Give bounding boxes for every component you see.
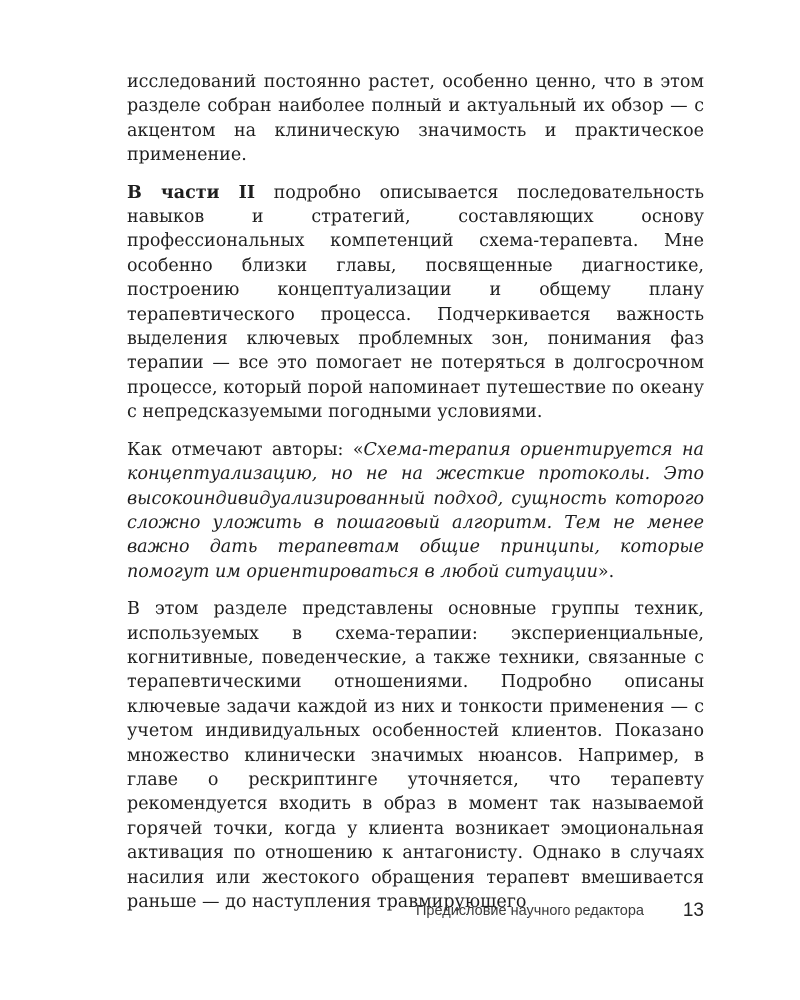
page-number: 13 <box>682 900 704 921</box>
paragraph-1-text: исследований постоянно растет, особенно ценно, что в этом разделе собран наиболее полный и актуальный их обзор — с акцентом на клиническую значимость и практическое применение. <box>127 72 704 166</box>
paragraph-4-text: В этом разделе представлены основные группы техник, используемых в схема-терапии: экспериенциальные, когнитивные, поведенческие, а также техники, связанные с терапевтическими отношениями. Подробно описаны ключевые задачи каждой из них и тонкости применения — с учетом индивидуальных особенностей клиентов. Показано множество клинически значимых нюансов. Например, в главе о рескриптинге уточняется, что терапевту рекомендуется входить в образ в момент так называемой горячей точки, когда у клиента возникает эмоциональная активация по отношению к антагонисту. Однако в случаях насилия или жестокого обращения терапевт вмешивается раньше — до наступления травмирующего <box>127 599 704 912</box>
paragraph-3-quote <box>127 438 704 584</box>
paragraph-2-bold-lead: В части II <box>127 182 256 203</box>
paragraph-3-tail: ». <box>597 561 615 582</box>
running-head: Предисловие научного редактора <box>416 903 644 919</box>
paragraph-2-text: подробно описывается последовательность навыков и стратегий, составляющих основу профессиональных компетенций схема-терапевта. Мне особенно близки главы, посвященные диагностике, построению концептуализации и общему плану терапевтического процесса. Подчеркивается важность выделения ключевых проблемных зон, понимания фаз терапии — все это помогает не потеряться в долгосрочном процессе, который порой напоминает путешествие по океану с непредсказуемыми погодными условиями. <box>127 182 704 423</box>
paragraph-1 <box>127 70 704 168</box>
page-footer <box>0 900 800 924</box>
paragraph-3-lead: Как отмечают авторы: « <box>127 439 364 460</box>
paragraph-2 <box>127 181 704 425</box>
paragraph-4 <box>127 597 704 914</box>
paragraph-3-italic-quote: Схема-терапия ориентируется на концептуализацию, но не на жесткие протоколы. Это высокоиндивидуализированный подход, сущность которого сложно уложить в пошаговый алгоритм. Тем не менее важно дать терапевтам общие принципы, которые помогут им ориентироваться в любой ситуации <box>127 439 704 582</box>
body-text <box>127 70 704 927</box>
